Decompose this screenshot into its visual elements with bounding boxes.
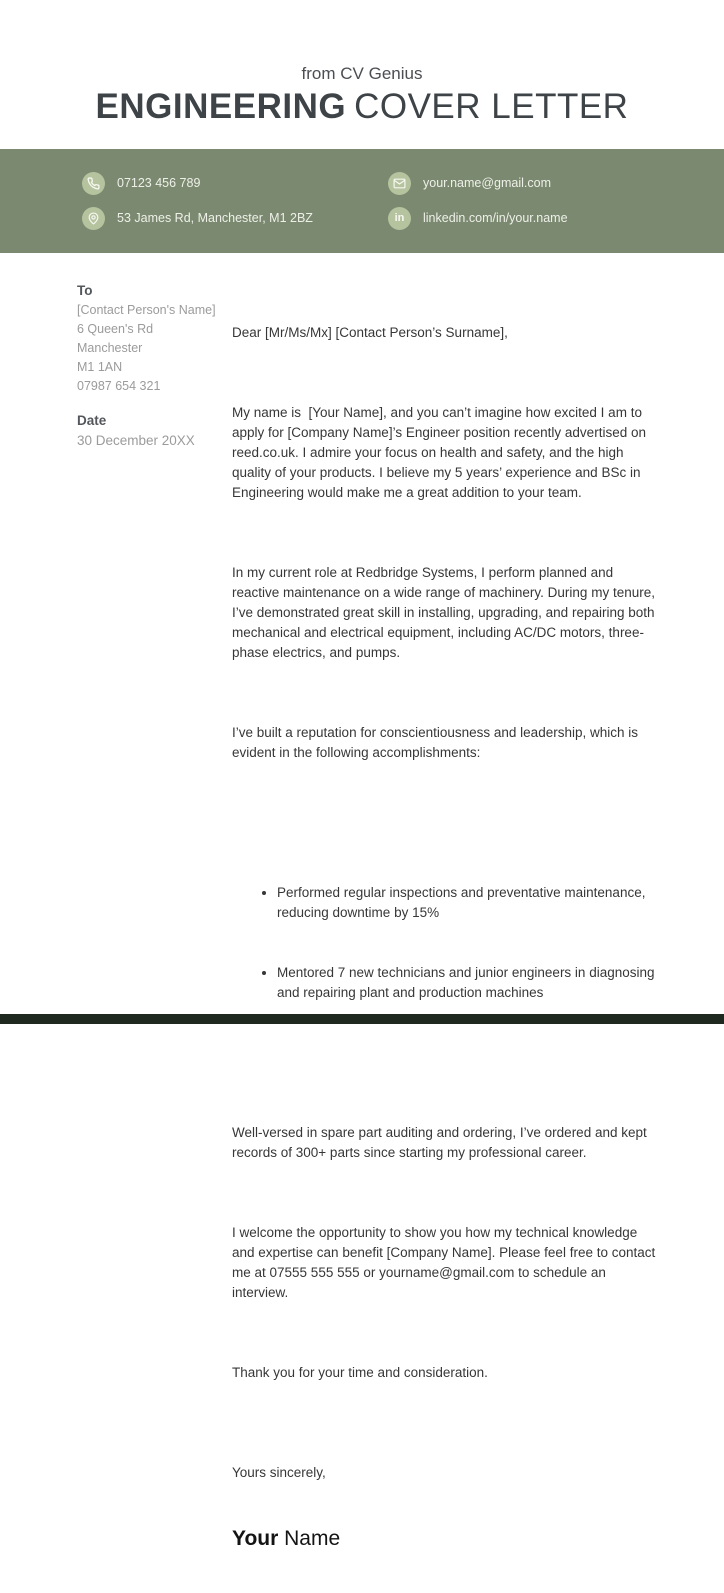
contact-linkedin — [388, 207, 724, 230]
accomplishment-item: • Performed regular inspections and preventative maintenance, reducing downtime by 15% — [277, 883, 662, 923]
contact-phone — [82, 172, 388, 195]
date-heading: Date — [77, 412, 107, 428]
recipient-postcode: M1 1AN — [77, 359, 123, 374]
paragraph-current-role: In my current role at Redbridge Systems, I perform planned and reactive maintenance on a wide range of machinery. During my tenure, I’ve demonstrated great skill in installing, upgrading, and repairing both mechanical and electrical equipment, including AC/DC motors, three-phase electrics, and pumps. — [232, 564, 659, 660]
recipient-city: Manchester — [77, 340, 143, 355]
brand-tagline: from CV Genius — [301, 64, 423, 83]
closing-line: Yours sincerely, — [232, 1464, 326, 1480]
signature-first: Your — [232, 1526, 279, 1550]
signature-last: Name — [278, 1526, 341, 1550]
paragraph-intro: My name is [Your Name], and you can’t imagine how excited I am to apply for [Company Name]’s Engineer position recently advertised on reed.co.uk. I admire your focus on health and safety, and the high quality of your products. I believe my 5 years’ experience and BSc in Engineering would make me a great addition to your team. — [232, 404, 650, 500]
recipient-street: 6 Queen's Rd — [77, 321, 154, 336]
letter-body — [232, 283, 662, 1593]
accomplishment-item: • Mentored 7 new technicians and junior engineers in diagnosing and repairing plant and production machines — [277, 963, 662, 1003]
recipient-name: [Contact Person's Name] — [77, 302, 216, 317]
page-title — [0, 88, 724, 127]
linkedin-icon — [388, 207, 411, 230]
accomplishments-list — [232, 843, 662, 1043]
recipient-phone: 07987 654 321 — [77, 378, 161, 393]
contact-address — [82, 207, 388, 230]
location-pin-icon — [82, 207, 105, 230]
contact-linkedin-text: linkedin.com/in/your.name — [423, 211, 568, 225]
contact-email — [388, 172, 724, 195]
paragraph-call-to-action: I welcome the opportunity to show you how my technical knowledge and expertise can benefit [Company Name]. Please feel free to contact me at 07555 555 555 or yourname@gmail.com to schedule an interview. — [232, 1224, 660, 1300]
contact-address-text: 53 James Rd, Manchester, M1 2BZ — [117, 211, 313, 225]
letter-sidebar — [77, 283, 232, 1593]
paragraph-spare-parts: Well-versed in spare part auditing and ordering, I’ve ordered and kept records of 300+ parts since starting my professional career. — [232, 1124, 651, 1160]
paragraph-thanks: Thank you for your time and consideration. — [232, 1364, 488, 1380]
contact-band — [0, 149, 724, 253]
date-value: 30 December 20XX — [77, 432, 195, 448]
page-edge-bar — [0, 1014, 724, 1024]
envelope-icon — [388, 172, 411, 195]
recipient-heading: To — [77, 282, 93, 298]
date-block — [77, 413, 220, 450]
linkedin-badge-text: in — [394, 211, 405, 224]
letter-content — [0, 253, 724, 1593]
page-title-light: COVER LETTER — [354, 87, 629, 126]
contact-email-text: your.name@gmail.com — [423, 176, 552, 190]
phone-icon — [82, 172, 105, 195]
page-header — [0, 0, 724, 127]
contact-phone-text: 07123 456 789 — [117, 176, 201, 190]
paragraph-accomplishments-lead: I’ve built a reputation for conscientiousness and leadership, which is evident in the following accomplishments: — [232, 724, 642, 760]
page-title-strong: ENGINEERING — [95, 87, 347, 126]
salutation: Dear [Mr/Ms/Mx] [Contact Person’s Surname], — [232, 324, 508, 340]
signature-name — [232, 1525, 662, 1553]
